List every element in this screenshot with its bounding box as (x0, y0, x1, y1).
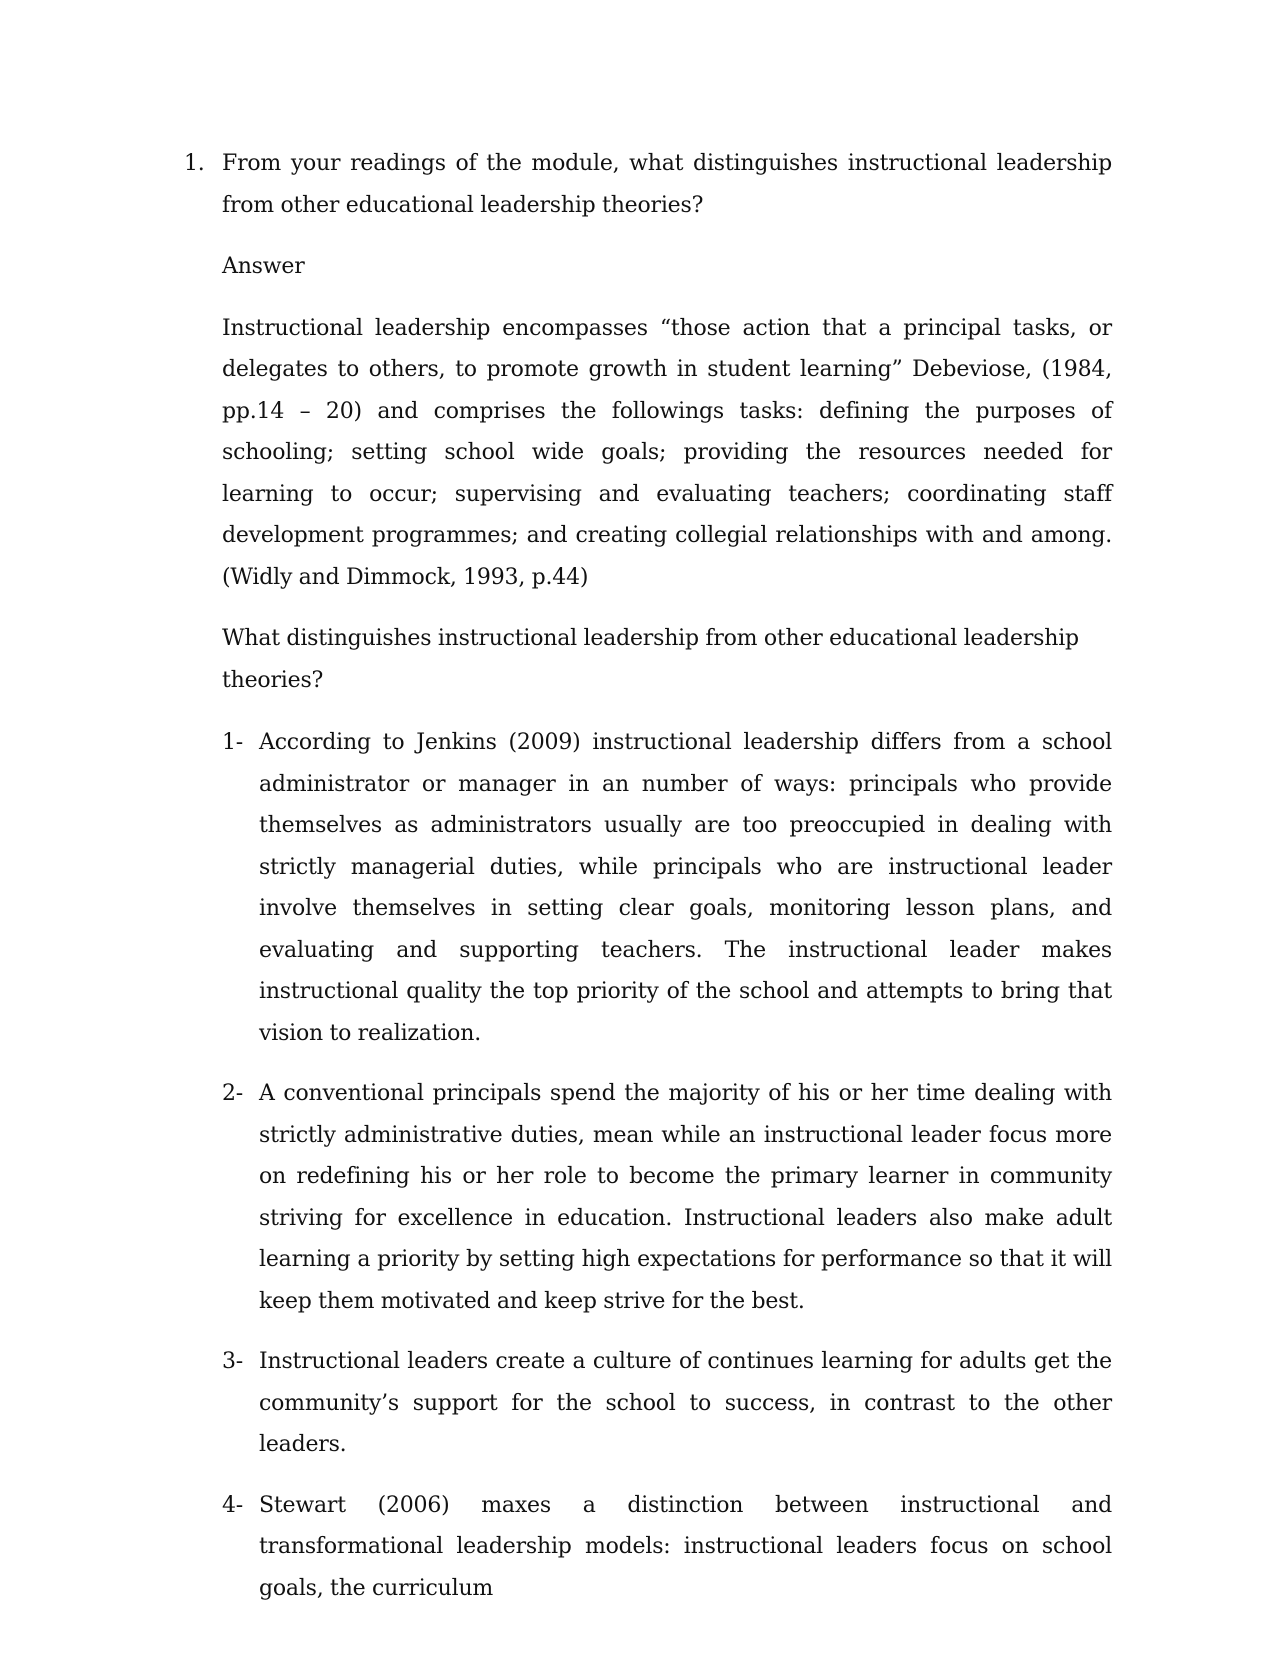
point-number: 3- (222, 1349, 244, 1374)
question-item (184, 143, 1112, 226)
point-text: Stewart (2006) maxes a distinction between instructional and transformational leadership models: instructional leaders focus on school goals, the curriculum (259, 1492, 1112, 1601)
question-number: 1. (184, 151, 205, 176)
list-item (222, 722, 1112, 1054)
list-item (222, 1341, 1112, 1466)
answer-heading: Answer (222, 254, 305, 279)
document-body (184, 143, 1112, 1628)
distinction-points-list (222, 722, 1112, 1609)
question-text: From your readings of the module, what distinguishes instructional leadership from other educational leadership theories? (222, 151, 1112, 218)
point-text: Instructional leaders create a culture of continues learning for adults get the community’s support for the school to success, in contrast to the other leaders. (259, 1349, 1112, 1457)
list-item (222, 1073, 1112, 1322)
point-number: 1- (222, 730, 244, 755)
list-item (222, 1485, 1112, 1610)
point-text: According to Jenkins (2009) instructional leadership differs from a school administrator or manager in an number of ways: principals who provide themselves as administrators usually are too preoccupied in dealing with strictly managerial duties, while principals who are instructional leader involve themselves in setting clear goals, monitoring lesson plans, and evaluating and supporting teachers. The instructional leader makes instructional quality the top priority of the school and attempts to bring that vision to realization. (259, 730, 1112, 1046)
restated-question: What distinguishes instructional leadership from other educational leadership theories? (222, 626, 1079, 693)
point-number: 2- (222, 1081, 244, 1106)
point-text: A conventional principals spend the majority of his or her time dealing with strictly administrative duties, mean while an instructional leader focus more on redefining his or her role to become the primary learner in community striving for excellence in education. Instructional leaders also make adult learning a priority by setting high expectations for performance so that it will keep them motivated and keep strive for the best. (259, 1081, 1112, 1314)
intro-paragraph: Instructional leadership encompasses “those action that a principal tasks, or delegates to others, to promote growth in student learning” Debeviose, (1984, pp.14 – 20) and comprises the followings tasks: defining the purposes of schooling; setting school wide goals; providing the resources needed for learning to occur; supervising and evaluating teachers; coordinating staff development programmes; and creating collegial relationships with and among. (Widly and Dimmock, 1993, p.44) (222, 315, 1112, 590)
point-number: 4- (222, 1492, 244, 1518)
